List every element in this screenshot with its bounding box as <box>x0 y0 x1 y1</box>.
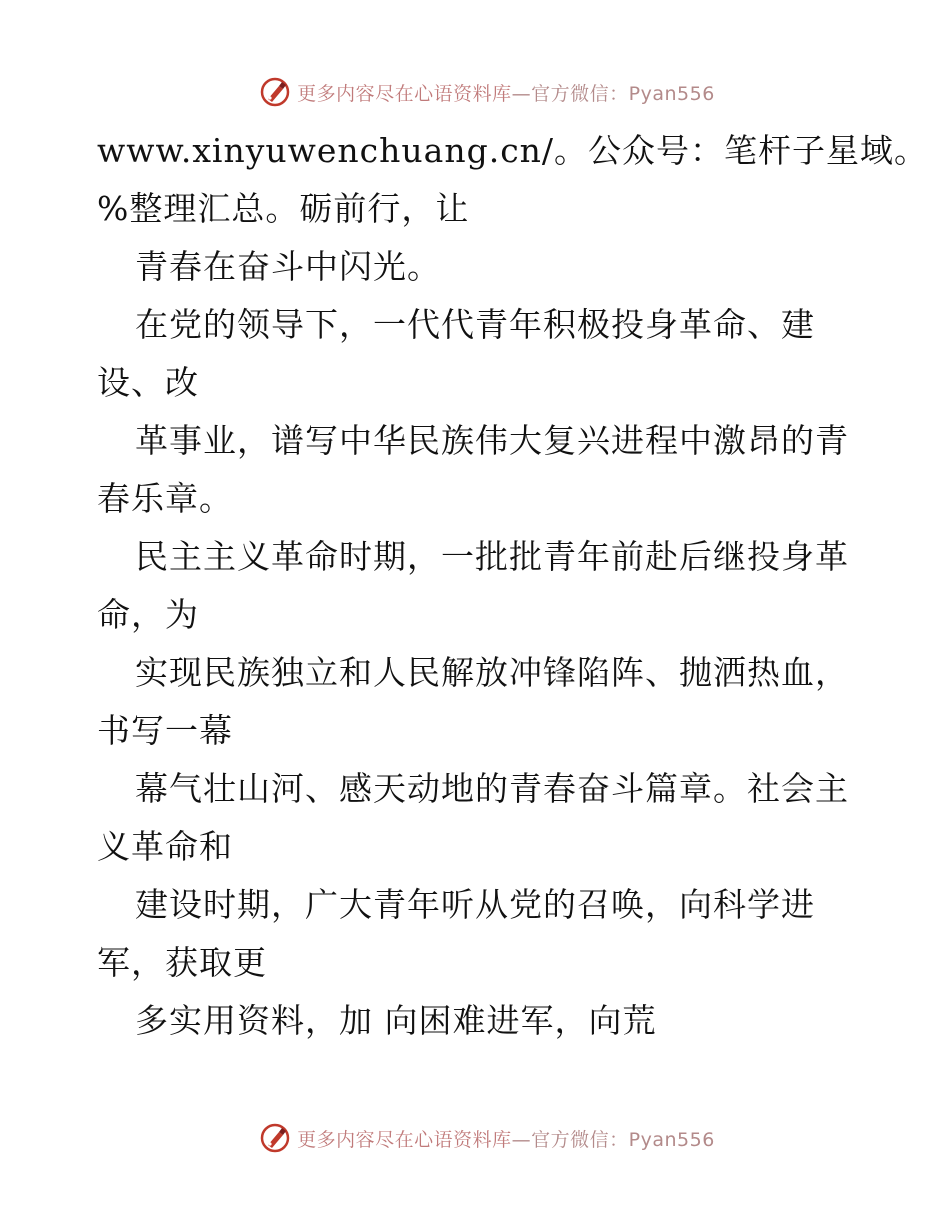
footer-banner <box>0 1118 950 1158</box>
text-line: 义革命和 <box>97 827 233 866</box>
text-line: 革事业，谱写中华民族伟大复兴进程中激昂的青 <box>135 421 849 460</box>
text-line: 设、改 <box>97 363 199 402</box>
text-line: %整理汇总。砺前行，让 <box>97 189 470 228</box>
banner-title: 更多内容尽在心语资料库 <box>297 1128 512 1151</box>
header-banner <box>0 72 950 112</box>
text-line: 建设时期，广大青年听从党的召唤，向科学进 <box>135 885 815 924</box>
banner-wechat: 官方微信：Pyan556 <box>531 82 715 105</box>
text-line: 民主主义革命时期，一批批青年前赴后继投身革 <box>135 537 849 576</box>
text-line: 实现民族独立和人民解放冲锋陷阵、抛洒热血， <box>135 653 849 692</box>
text-line: www.xinyuwenchuang.cn/。公众号：笔杆子星域。 <box>97 131 929 170</box>
text-line: 幕气壮山河、感天动地的青春奋斗篇章。社会主 <box>135 769 849 808</box>
banner-title: 更多内容尽在心语资料库 <box>297 82 512 105</box>
text-line: 在党的领导下，一代代青年积极投身革命、建 <box>135 305 815 344</box>
text-line: 多实用资料，加 向困难进军，向荒 <box>135 1001 657 1040</box>
banner-separator: — <box>511 1128 532 1151</box>
pen-logo-icon <box>259 76 291 108</box>
text-line: 军，获取更 <box>97 943 267 982</box>
pen-logo-icon <box>259 1122 291 1154</box>
banner-separator: — <box>511 82 532 105</box>
text-line: 书写一幕 <box>97 711 233 750</box>
text-line: 青春在奋斗中闪光。 <box>135 247 441 286</box>
document-body <box>97 122 929 1050</box>
text-line: 命，为 <box>97 595 199 634</box>
banner-wechat: 官方微信：Pyan556 <box>531 1128 715 1151</box>
text-line: 春乐章。 <box>97 479 233 518</box>
